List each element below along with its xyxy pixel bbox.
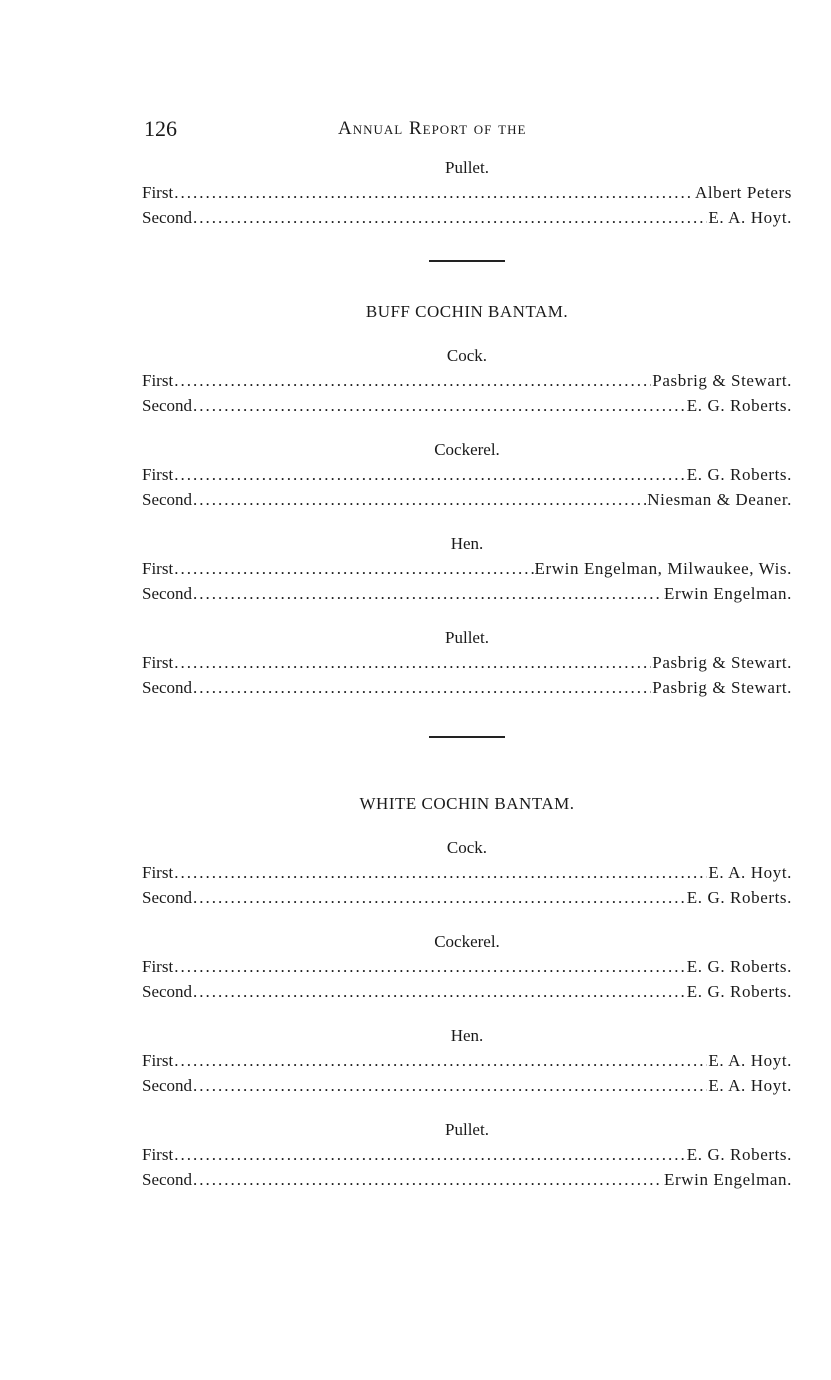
section-buff-cochin-bantam bbox=[142, 300, 792, 700]
dot-leader bbox=[193, 393, 686, 418]
entry-place: First bbox=[142, 371, 174, 390]
dot-leader bbox=[174, 462, 686, 487]
class-block bbox=[142, 930, 792, 1004]
dot-leader bbox=[193, 205, 707, 230]
entry-winner: E. G. Roberts. bbox=[686, 1145, 792, 1164]
entry-winner: E. G. Roberts. bbox=[686, 888, 792, 907]
entry-place: Second bbox=[142, 208, 193, 227]
entry-winner: Erwin Engelman, Milwaukee, Wis. bbox=[534, 559, 792, 578]
entry-winner: Erwin Engelman. bbox=[664, 584, 792, 603]
class-heading: Hen. bbox=[450, 534, 484, 553]
entry-place: Second bbox=[142, 1170, 193, 1189]
entry-place: First bbox=[142, 957, 174, 976]
entry-row bbox=[142, 885, 792, 910]
dot-leader bbox=[174, 368, 651, 393]
section-divider bbox=[429, 736, 505, 738]
page-header bbox=[142, 110, 792, 156]
entry-place: Second bbox=[142, 490, 193, 509]
entry-row bbox=[142, 1048, 792, 1073]
class-block bbox=[142, 344, 792, 418]
entry-winner: E. G. Roberts. bbox=[686, 982, 792, 1001]
entry-row bbox=[142, 1142, 792, 1167]
section-white-cochin-bantam bbox=[142, 792, 792, 1192]
entry-row bbox=[142, 205, 792, 230]
dot-leader bbox=[174, 650, 651, 675]
class-heading: Cock. bbox=[446, 346, 488, 365]
entry-winner: Albert Peters bbox=[694, 183, 792, 202]
class-heading: Pullet. bbox=[445, 158, 489, 177]
dot-leader bbox=[193, 1167, 663, 1192]
class-block bbox=[142, 156, 792, 230]
entry-winner: E. A. Hoyt. bbox=[708, 863, 792, 882]
section-title: BUFF COCHIN BANTAM. bbox=[365, 302, 569, 321]
class-heading: Hen. bbox=[450, 1026, 484, 1045]
dot-leader bbox=[174, 1142, 686, 1167]
dot-leader bbox=[174, 556, 533, 581]
class-block bbox=[142, 626, 792, 700]
entry-place: Second bbox=[142, 1076, 193, 1095]
dot-leader bbox=[174, 954, 686, 979]
entry-place: First bbox=[142, 465, 174, 484]
entry-row bbox=[142, 393, 792, 418]
entry-row bbox=[142, 860, 792, 885]
entry-row bbox=[142, 1073, 792, 1098]
class-block bbox=[142, 438, 792, 512]
class-heading: Pullet. bbox=[445, 1120, 489, 1139]
entry-winner: E. A. Hoyt. bbox=[708, 1051, 792, 1070]
class-heading: Pullet. bbox=[445, 628, 489, 647]
dot-leader bbox=[193, 979, 686, 1004]
section-continuation bbox=[142, 156, 792, 230]
dot-leader bbox=[174, 180, 694, 205]
entry-row bbox=[142, 675, 792, 700]
class-block bbox=[142, 1118, 792, 1192]
entry-place: First bbox=[142, 183, 174, 202]
entry-row bbox=[142, 556, 792, 581]
entry-place: Second bbox=[142, 678, 193, 697]
class-heading: Cockerel. bbox=[434, 440, 500, 459]
entry-winner: E. G. Roberts. bbox=[686, 957, 792, 976]
entry-place: Second bbox=[142, 982, 193, 1001]
class-block bbox=[142, 1024, 792, 1098]
entry-winner: E. G. Roberts. bbox=[686, 396, 792, 415]
entry-row bbox=[142, 954, 792, 979]
entry-place: First bbox=[142, 559, 174, 578]
section-title: WHITE COCHIN BANTAM. bbox=[359, 794, 575, 813]
entry-row bbox=[142, 979, 792, 1004]
entry-winner: Erwin Engelman. bbox=[664, 1170, 792, 1189]
dot-leader bbox=[193, 487, 646, 512]
class-heading: Cockerel. bbox=[434, 932, 500, 951]
dot-leader bbox=[174, 860, 707, 885]
entry-winner: Pasbrig & Stewart. bbox=[652, 678, 792, 697]
entry-row bbox=[142, 368, 792, 393]
entry-place: First bbox=[142, 653, 174, 672]
entry-winner: E. A. Hoyt. bbox=[708, 208, 792, 227]
entry-place: First bbox=[142, 1145, 174, 1164]
entry-row bbox=[142, 650, 792, 675]
entry-winner: E. A. Hoyt. bbox=[708, 1076, 792, 1095]
dot-leader bbox=[193, 675, 651, 700]
entry-winner: E. G. Roberts. bbox=[686, 465, 792, 484]
page-number: 126 bbox=[144, 116, 177, 141]
entry-row bbox=[142, 581, 792, 606]
entry-winner: Pasbrig & Stewart. bbox=[652, 653, 792, 672]
class-heading: Cock. bbox=[446, 838, 488, 857]
entry-winner: Pasbrig & Stewart. bbox=[652, 371, 792, 390]
dot-leader bbox=[193, 885, 686, 910]
section-divider bbox=[429, 260, 505, 262]
entry-place: First bbox=[142, 1051, 174, 1070]
entry-place: Second bbox=[142, 584, 193, 603]
dot-leader bbox=[193, 1073, 707, 1098]
class-block bbox=[142, 836, 792, 910]
class-block bbox=[142, 532, 792, 606]
entry-place: Second bbox=[142, 396, 193, 415]
dot-leader bbox=[193, 581, 663, 606]
running-head: Annual Report of the bbox=[338, 118, 527, 139]
entry-place: Second bbox=[142, 888, 193, 907]
entry-winner: Niesman & Deaner. bbox=[647, 490, 792, 509]
document-page bbox=[142, 110, 792, 1192]
entry-row bbox=[142, 487, 792, 512]
entry-place: First bbox=[142, 863, 174, 882]
dot-leader bbox=[174, 1048, 707, 1073]
entry-row bbox=[142, 180, 792, 205]
entry-row bbox=[142, 1167, 792, 1192]
entry-row bbox=[142, 462, 792, 487]
